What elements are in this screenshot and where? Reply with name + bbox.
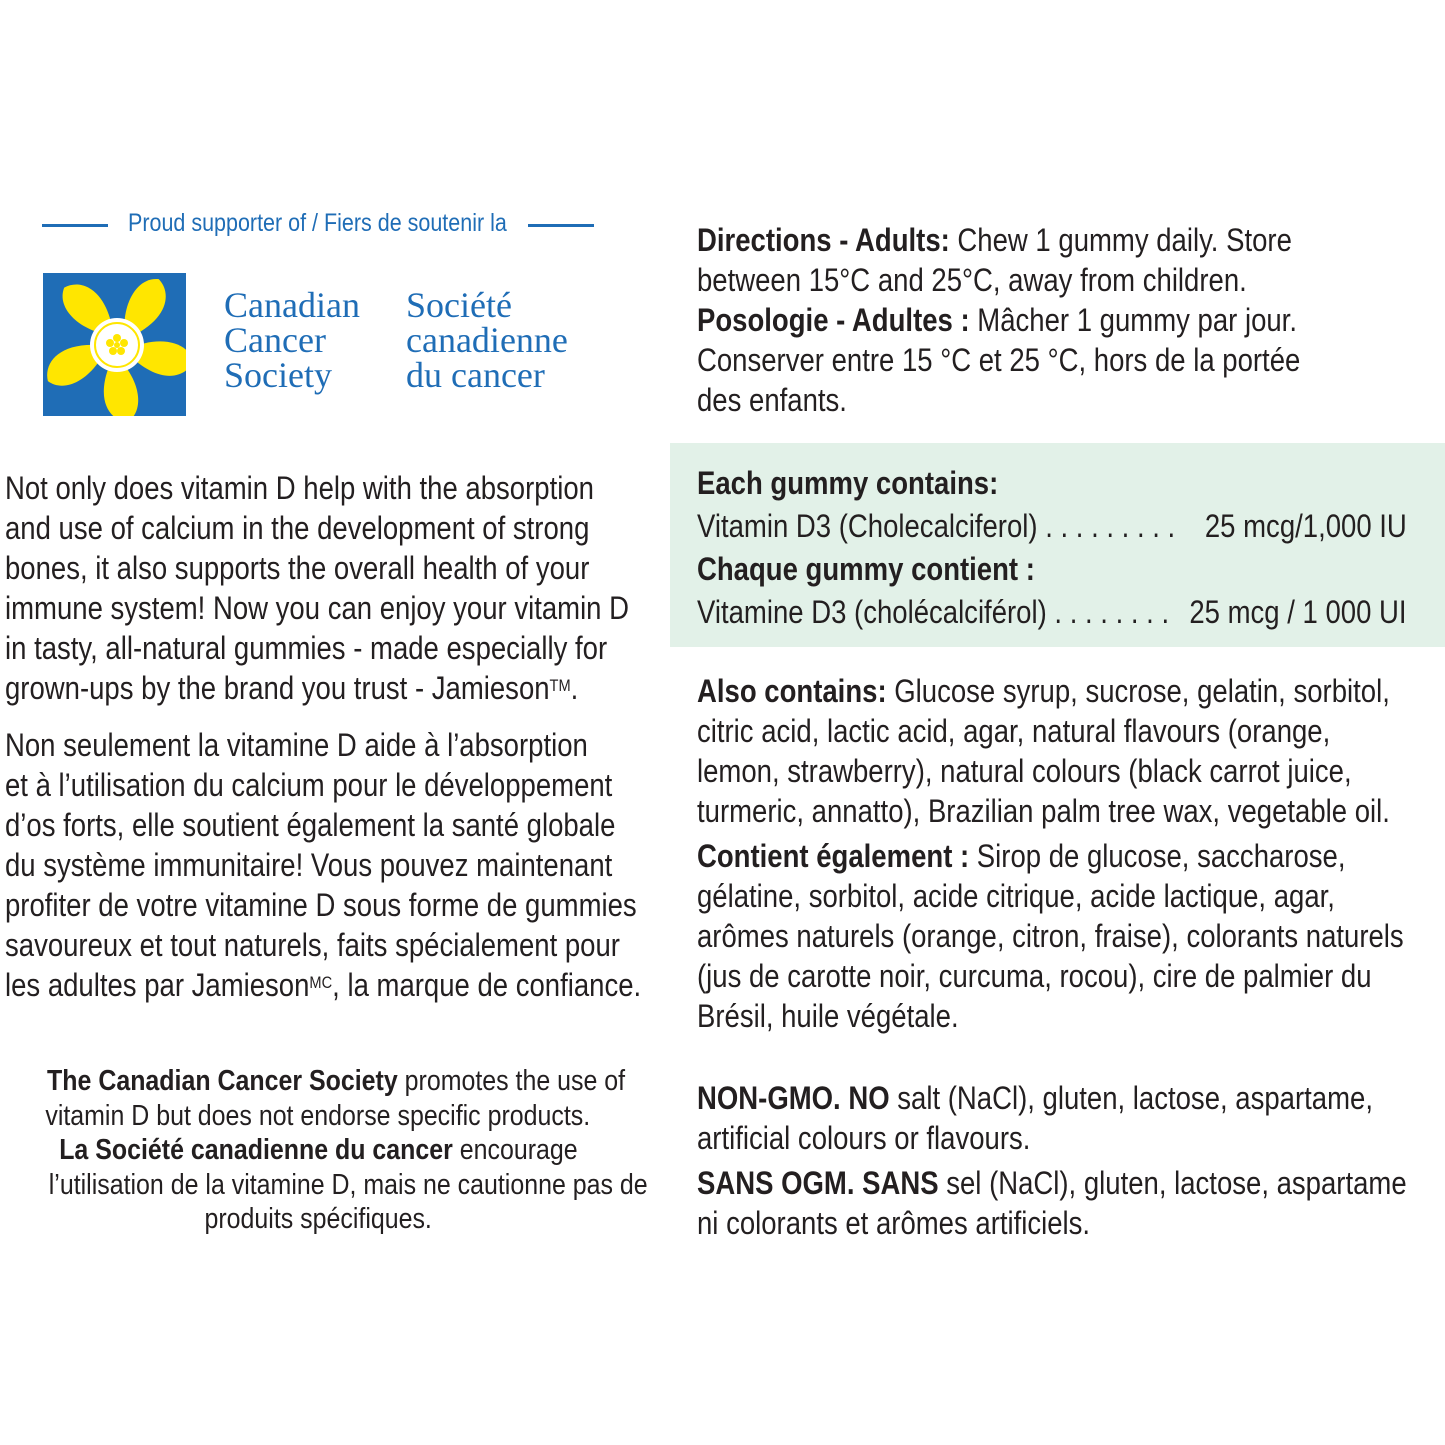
- contains-heading-fr: Chaque gummy contient :: [697, 551, 1035, 587]
- text-line: Non seulement la vitamine D aide à l’absorption: [5, 727, 588, 763]
- logo-line: Society: [224, 355, 332, 395]
- amount-en: 25 mcg/1,000 IU: [1205, 508, 1407, 544]
- logo-name-en: [224, 285, 360, 395]
- text-line: Not only does vitamin D help with the absorption: [5, 470, 594, 506]
- text-line: du système immunitaire! Vous pouvez maintenant: [5, 847, 613, 883]
- text-line: Brésil, huile végétale.: [697, 998, 959, 1034]
- ingredient-row-fr: Vitamine D3 (cholécalciférol) . . . . . . . . 25 mcg / 1 000 UI: [697, 594, 1407, 630]
- text-line: and use of calcium in the development of strong: [5, 510, 590, 546]
- logo-line: Canadian: [224, 285, 360, 325]
- description-fr: [5, 725, 745, 1005]
- text-line: Directions - Adults: Chew 1 gummy daily. Store: [697, 222, 1292, 258]
- text-line: ni colorants et arômes artificiels.: [697, 1205, 1091, 1241]
- text-line: lemon, strawberry), natural colours (black carrot juice,: [697, 753, 1352, 789]
- text-line: profiter de votre vitamine D sous forme de gummies: [5, 887, 637, 923]
- text-line: SANS OGM. SANS sel (NaCl), gluten, lactose, aspartame: [697, 1165, 1407, 1201]
- text-line: Also contains: Glucose syrup, sucrose, gelatin, sorbitol,: [697, 673, 1390, 709]
- logo-line: canadienne: [406, 320, 568, 360]
- logo-line: du cancer: [406, 355, 545, 395]
- text-line: l’utilisation de la vitamine D, mais ne cautionne pas de: [48, 1168, 648, 1201]
- logo-name-fr: [406, 285, 568, 395]
- text-line: (jus de carotte noir, curcuma, rocou), cire de palmier du: [697, 958, 1372, 994]
- text-line: artificial colours or flavours.: [697, 1120, 1031, 1156]
- text-line: turmeric, annatto), Brazilian palm tree wax, vegetable oil.: [697, 793, 1390, 829]
- also-contains: [697, 671, 1445, 1036]
- disclaimer: [0, 1064, 648, 1237]
- divider-right: [528, 224, 594, 227]
- text-line: Posologie - Adultes : Mâcher 1 gummy par jour.: [697, 302, 1297, 338]
- text-line: gélatine, sorbitol, acide citrique, acide lactique, agar,: [697, 878, 1335, 914]
- amount-fr: 25 mcg / 1 000 UI: [1189, 594, 1407, 630]
- trademark: TM: [549, 676, 571, 695]
- description-en: [5, 468, 731, 708]
- contains: [697, 463, 1407, 635]
- non-gmo-statement: [697, 1078, 1445, 1243]
- supporter-banner: [42, 208, 594, 242]
- supporter-text: Proud supporter of / Fiers de soutenir la: [128, 209, 507, 237]
- text-line: NON-GMO. NO salt (NaCl), gluten, lactose, aspartame,: [697, 1080, 1373, 1116]
- text-line: produits spécifiques.: [204, 1203, 432, 1235]
- text-line: des enfants.: [697, 382, 847, 418]
- text-line: The Canadian Cancer Society promotes the use of: [47, 1065, 626, 1097]
- text-line: Conserver entre 15 °C et 25 °C, hors de la portée: [697, 342, 1301, 378]
- trademark: MC: [309, 973, 333, 992]
- text-line: Contient également : Sirop de glucose, saccharose,: [697, 838, 1346, 874]
- contains-heading-en: Each gummy contains:: [697, 465, 999, 501]
- text-line: d’os forts, elle soutient également la santé globale: [5, 807, 616, 843]
- text-line: et à l’utilisation du calcium pour le développement: [5, 767, 613, 803]
- text-line: in tasty, all-natural gummies - made especially for: [5, 630, 608, 666]
- directions: [697, 220, 1399, 420]
- text-line: grown-ups by the brand you trust - Jamieson™.: [5, 670, 579, 706]
- text-line: vitamin D but does not endorse specific products.: [45, 1099, 591, 1132]
- logo-line: Société: [406, 285, 512, 325]
- text-line: bones, it also supports the overall health of your: [5, 550, 590, 586]
- divider-left: [42, 224, 108, 227]
- text-line: arômes naturels (orange, citron, fraise), colorants naturels: [697, 918, 1404, 954]
- text-line: citric acid, lactic acid, agar, natural flavours (orange,: [697, 713, 1331, 749]
- text-line: savoureux et tout naturels, faits spécialement pour: [5, 927, 620, 963]
- logo-line: Cancer: [224, 320, 326, 360]
- daffodil-icon: [43, 273, 186, 416]
- text-line: immune system! Now you can enjoy your vitamin D: [5, 590, 630, 626]
- ingredient-row-en: Vitamin D3 (Cholecalciferol) . . . . . . . . . 25 mcg/1,000 IU: [697, 508, 1407, 544]
- text-line: les adultes par Jamieson$^{MC}$, la marque de confiance.: [5, 967, 642, 1003]
- text-line: between 15°C and 25°C, away from children.: [697, 262, 1247, 298]
- text-line: La Société canadienne du cancer encourage: [58, 1134, 578, 1166]
